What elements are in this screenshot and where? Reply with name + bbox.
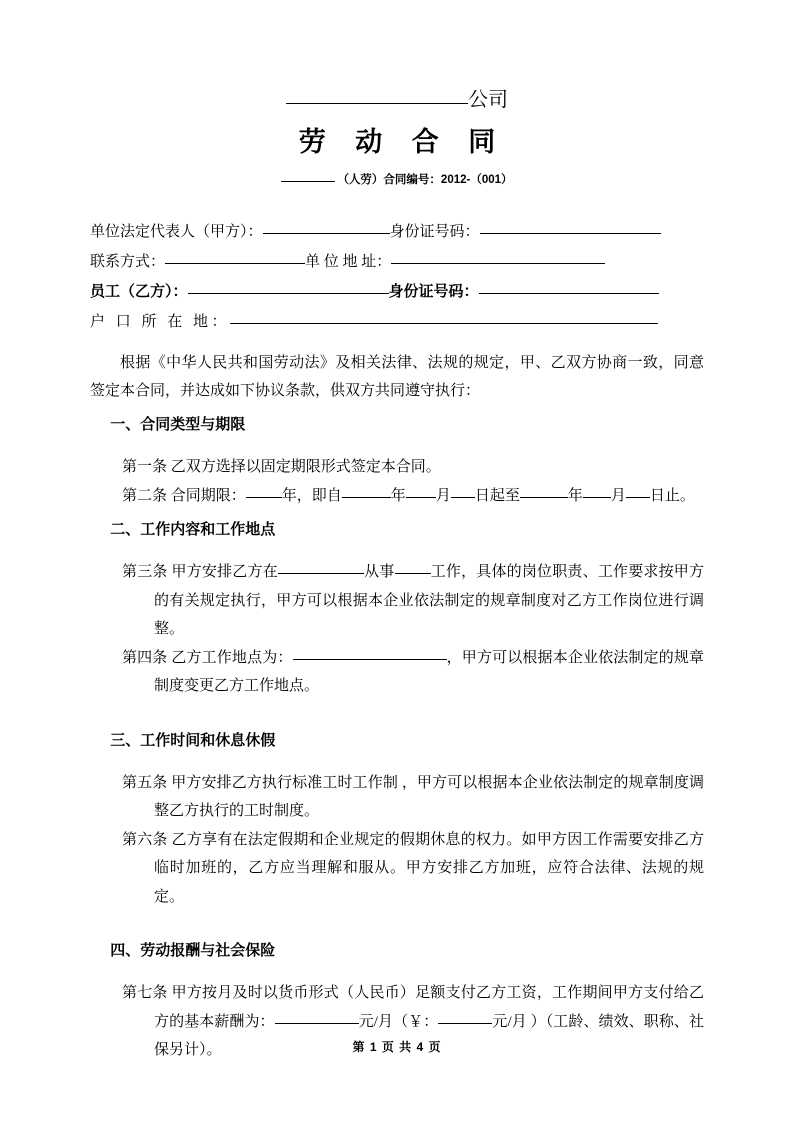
clause-7-text-1: 甲方按月及时以货币形式（人民币）足额支付乙方工资，工作期间甲方支付给乙方的基本薪酬为： — [154, 985, 704, 1030]
section-heading-3: 三、工作时间和休息休假 — [110, 731, 276, 749]
field-row-legal-representative — [90, 217, 704, 247]
end-day-input[interactable] — [626, 482, 650, 498]
clause-7-number: 第七条 — [122, 985, 168, 1002]
household-registration-input-extra[interactable] — [449, 308, 620, 324]
clause-2-number: 第二条 — [122, 487, 168, 504]
contact-input[interactable] — [165, 248, 305, 264]
clause-2-text-8: 日止。 — [649, 487, 695, 504]
section-heading-1: 一、合同类型与期限 — [110, 416, 246, 434]
page-footer: 第 1 页 共 4 页 — [352, 1040, 442, 1054]
clause-2-text-4: 月 — [435, 487, 451, 504]
clause-6-number: 第六条 — [122, 831, 168, 848]
section-heading-2: 二、工作内容和工作地点 — [110, 521, 276, 539]
legal-representative-id-label: 身份证号码： — [389, 224, 480, 241]
document-content — [90, 0, 704, 1065]
party-fields-block — [90, 217, 704, 337]
clause-3-text-2: 从事 — [363, 564, 395, 581]
clause-2-text-7: 月 — [610, 487, 626, 504]
employee-id-input[interactable] — [479, 278, 659, 294]
clause-1-text: 乙双方选择以固定期限形式签定本合同。 — [170, 459, 441, 476]
end-month-input[interactable] — [583, 482, 611, 498]
end-year-input[interactable] — [520, 482, 568, 498]
clause-7-text-3: 元/月 ）（工龄、绩效、职称、社保另计）。 — [154, 1013, 704, 1059]
clause-2-text-1: 合同期限： — [170, 487, 246, 504]
clause-3-text-1: 甲方安排乙方在 — [171, 564, 278, 581]
clause-6-text: 乙方享有在法定假期和企业规定的假期休息的权力。如甲方因工作需要安排乙方临时加班的，乙方应当理解和服从。甲方安排乙方加班，应符合法律、法规的规定。 — [154, 831, 704, 905]
preamble-paragraph: 根据《中华人民共和国劳动法》及相关法律、法规的规定，甲、乙双方协商一致，同意签定本合同，并达成如下协议条款，供双方共同遵守执行： — [90, 355, 704, 400]
clause-4-number: 第四条 — [122, 649, 168, 666]
legal-representative-input[interactable] — [263, 218, 390, 234]
contract-term-years-input[interactable] — [246, 482, 282, 498]
workplace-input[interactable] — [293, 644, 377, 660]
household-registration-label: 户 口 所 在 地： — [90, 314, 231, 331]
field-row-household-registration — [90, 307, 704, 337]
clause-2-text-3: 年 — [390, 487, 406, 504]
workplace-input-extra[interactable] — [377, 644, 447, 660]
field-row-employee — [90, 277, 704, 307]
employee-id-label: 身份证号码： — [388, 284, 479, 301]
base-salary-numeric-input[interactable] — [438, 1008, 492, 1024]
contact-label: 联系方式： — [90, 254, 166, 271]
clause-4-text-2: ，甲方可以根据本企业依法制定的规章制度变更乙方工作地点。 — [154, 649, 704, 695]
clause-5-number: 第五条 — [122, 774, 168, 791]
section-heading-4: 四、劳动报酬与社会保险 — [110, 942, 276, 960]
clause-1 — [122, 453, 704, 482]
clause-6 — [122, 826, 704, 912]
unit-address-input[interactable] — [391, 248, 572, 264]
clause-2-text-6: 年 — [567, 487, 583, 504]
employee-name-input[interactable] — [188, 278, 389, 294]
unit-address-label: 单 位 地 址： — [305, 254, 392, 271]
clause-2-text-5: 日起至 — [474, 487, 520, 504]
company-name-line — [90, 88, 704, 113]
unit-address-input-extra[interactable] — [572, 248, 605, 264]
contract-number-line — [90, 171, 704, 187]
clause-3-number: 第三条 — [122, 564, 168, 581]
clause-5-text: 甲方安排乙方执行标准工时工作制 ，甲方可以根据本企业依法制定的规章制度调整乙方执行的工时制度。 — [154, 774, 704, 820]
employee-label: 员工（乙方）： — [90, 284, 188, 301]
company-name-blank[interactable] — [286, 103, 468, 104]
legal-representative-label: 单位法定代表人（甲方）： — [90, 224, 263, 241]
clause-4 — [122, 644, 704, 701]
clause-2-text-2: 年，即自 — [281, 487, 342, 504]
household-registration-input[interactable] — [230, 308, 449, 324]
document-title: 劳 动 合 同 — [298, 127, 507, 157]
start-year-input[interactable] — [342, 482, 391, 498]
company-suffix-label: 公司 — [468, 89, 508, 111]
work-location-input[interactable] — [278, 558, 364, 574]
contract-number-prefix-blank[interactable] — [281, 181, 335, 182]
contract-number-text: （人劳）合同编号：2012-（001） — [337, 174, 513, 187]
field-row-contact-address — [90, 247, 704, 277]
legal-representative-id-input[interactable] — [480, 218, 661, 234]
clause-2 — [122, 482, 704, 511]
clause-7-text-2: 元/月（￥： — [358, 1013, 439, 1030]
job-type-input[interactable] — [395, 558, 431, 574]
clause-3-text-3: 工作，具体的岗位职责、工作要求按甲方的有关规定执行，甲方可以根据本企业依法制定的规章制度对乙方工作岗位进行调整。 — [154, 564, 704, 638]
start-month-input[interactable] — [406, 482, 436, 498]
household-registration-input-tail[interactable] — [620, 308, 658, 324]
clause-4-text-1: 乙方工作地点为： — [171, 649, 293, 666]
clause-5 — [122, 769, 704, 826]
base-salary-input[interactable] — [275, 1008, 359, 1024]
clause-1-number: 第一条 — [122, 459, 168, 476]
clause-3 — [122, 558, 704, 644]
start-day-input[interactable] — [451, 482, 475, 498]
